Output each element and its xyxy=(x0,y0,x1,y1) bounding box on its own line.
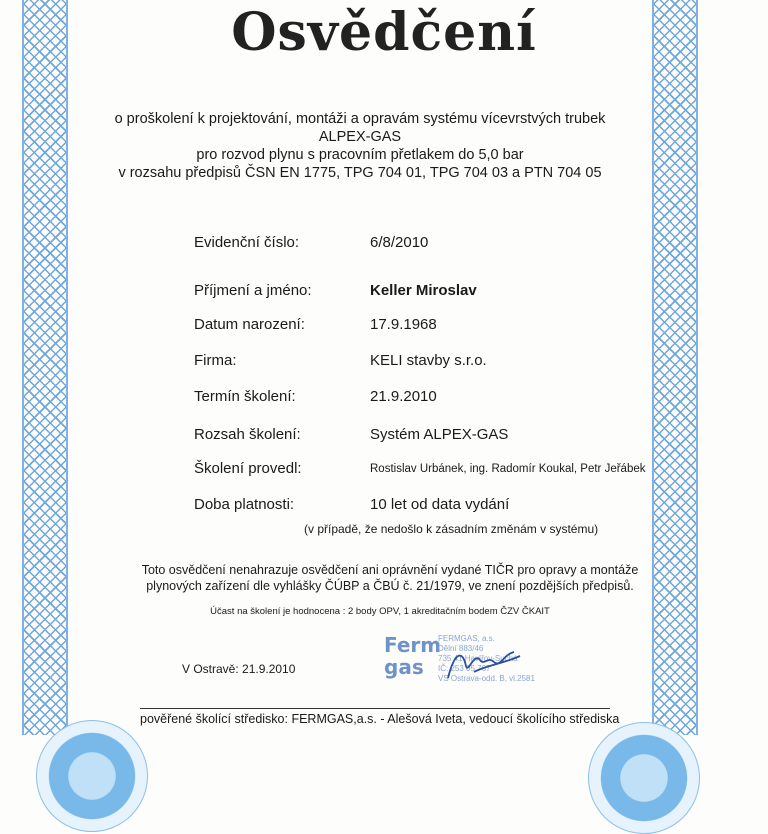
signature-line xyxy=(140,708,610,709)
validity-note: (v případě, že nedošlo k zásadním změnám v systému) xyxy=(304,522,599,536)
field-row-company xyxy=(194,352,634,374)
field-value: Systém ALPEX-GAS xyxy=(370,426,509,443)
field-label: Příjmení a jméno: xyxy=(194,282,312,299)
field-label: Datum narození: xyxy=(194,316,305,333)
stamp-line: IČ: 253 05 767 xyxy=(438,664,491,673)
logo-text-top: Ferm xyxy=(384,633,442,657)
stamp-line: VS Ostrava-odd. B, vl.2581 xyxy=(438,674,535,683)
field-row-birth-date xyxy=(194,316,634,338)
field-row-trainers xyxy=(194,460,646,482)
certificate-intro xyxy=(80,110,640,182)
field-row-training-date xyxy=(194,388,634,410)
field-value: 17.9.1968 xyxy=(370,316,437,333)
disclaimer xyxy=(80,562,700,594)
field-value: 6/8/2010 xyxy=(370,234,429,251)
field-row-training-scope xyxy=(194,426,634,448)
field-label: Firma: xyxy=(194,352,237,369)
field-value: 10 let od data vydání xyxy=(370,496,510,513)
field-value: KELI stavby s.r.o. xyxy=(370,352,487,369)
stamp-line: 735 41 Havířov-Suchá xyxy=(438,654,518,663)
certificate-title: Osvědčení xyxy=(231,2,537,63)
field-label: Doba platnosti: xyxy=(194,496,295,513)
field-row-validity xyxy=(194,496,634,518)
decorative-seal-right xyxy=(588,722,700,834)
intro-line: ALPEX-GAS xyxy=(318,129,402,145)
decorative-border-right xyxy=(652,0,698,735)
field-row-name xyxy=(194,282,634,304)
intro-line: o proškolení k projektování, montáži a opravám systému vícevrstvých trubek xyxy=(114,111,606,127)
handwritten-signature xyxy=(444,644,524,684)
company-stamp xyxy=(384,634,550,692)
intro-line: v rozsahu předpisů ČSN EN 1775, TPG 704 01, TPG 704 03 a PTN 704 05 xyxy=(118,165,602,181)
place-date: V Ostravě: 21.9.2010 xyxy=(182,662,296,676)
intro-line: pro rozvod plynu s pracovním přetlakem do 5,0 bar xyxy=(196,147,524,163)
field-label: Školení provedl: xyxy=(194,460,302,477)
fermgas-logo xyxy=(384,633,442,684)
training-center-footer: pověřené školící středisko: FERMGAS,a.s. - Alešová Iveta, vedoucí školícího střediska xyxy=(140,712,620,726)
stamp-line: Dělní 883/46 xyxy=(438,644,484,653)
field-label: Termín školení: xyxy=(194,388,296,405)
field-label: Evidenční číslo: xyxy=(194,234,300,251)
field-value: 21.9.2010 xyxy=(370,388,437,405)
field-value: Rostislav Urbánek, ing. Radomír Koukal, Petr Jeřábek xyxy=(370,463,646,475)
stamp-line: FERMGAS, a.s. xyxy=(438,634,495,643)
decorative-seal-left xyxy=(36,720,148,832)
logo-text-bottom: gas xyxy=(384,655,424,679)
disclaimer-line: Toto osvědčení nenahrazuje osvědčení ani oprávnění vydané TIČR pro opravy a montáže xyxy=(141,563,639,577)
field-row-evidence-number xyxy=(194,234,634,256)
decorative-border-left xyxy=(22,0,68,735)
participation-note: Účast na školení je hodnocena : 2 body OPV, 1 akreditačním bodem ČZV ČKAIT xyxy=(210,606,550,617)
disclaimer-line: plynových zařízení dle vyhlášky ČÚBP a ČBÚ č. 21/1979, ve znení pozdějších předpisů. xyxy=(146,579,634,593)
field-label: Rozsah školení: xyxy=(194,426,301,443)
field-value: Keller Miroslav xyxy=(370,282,477,299)
